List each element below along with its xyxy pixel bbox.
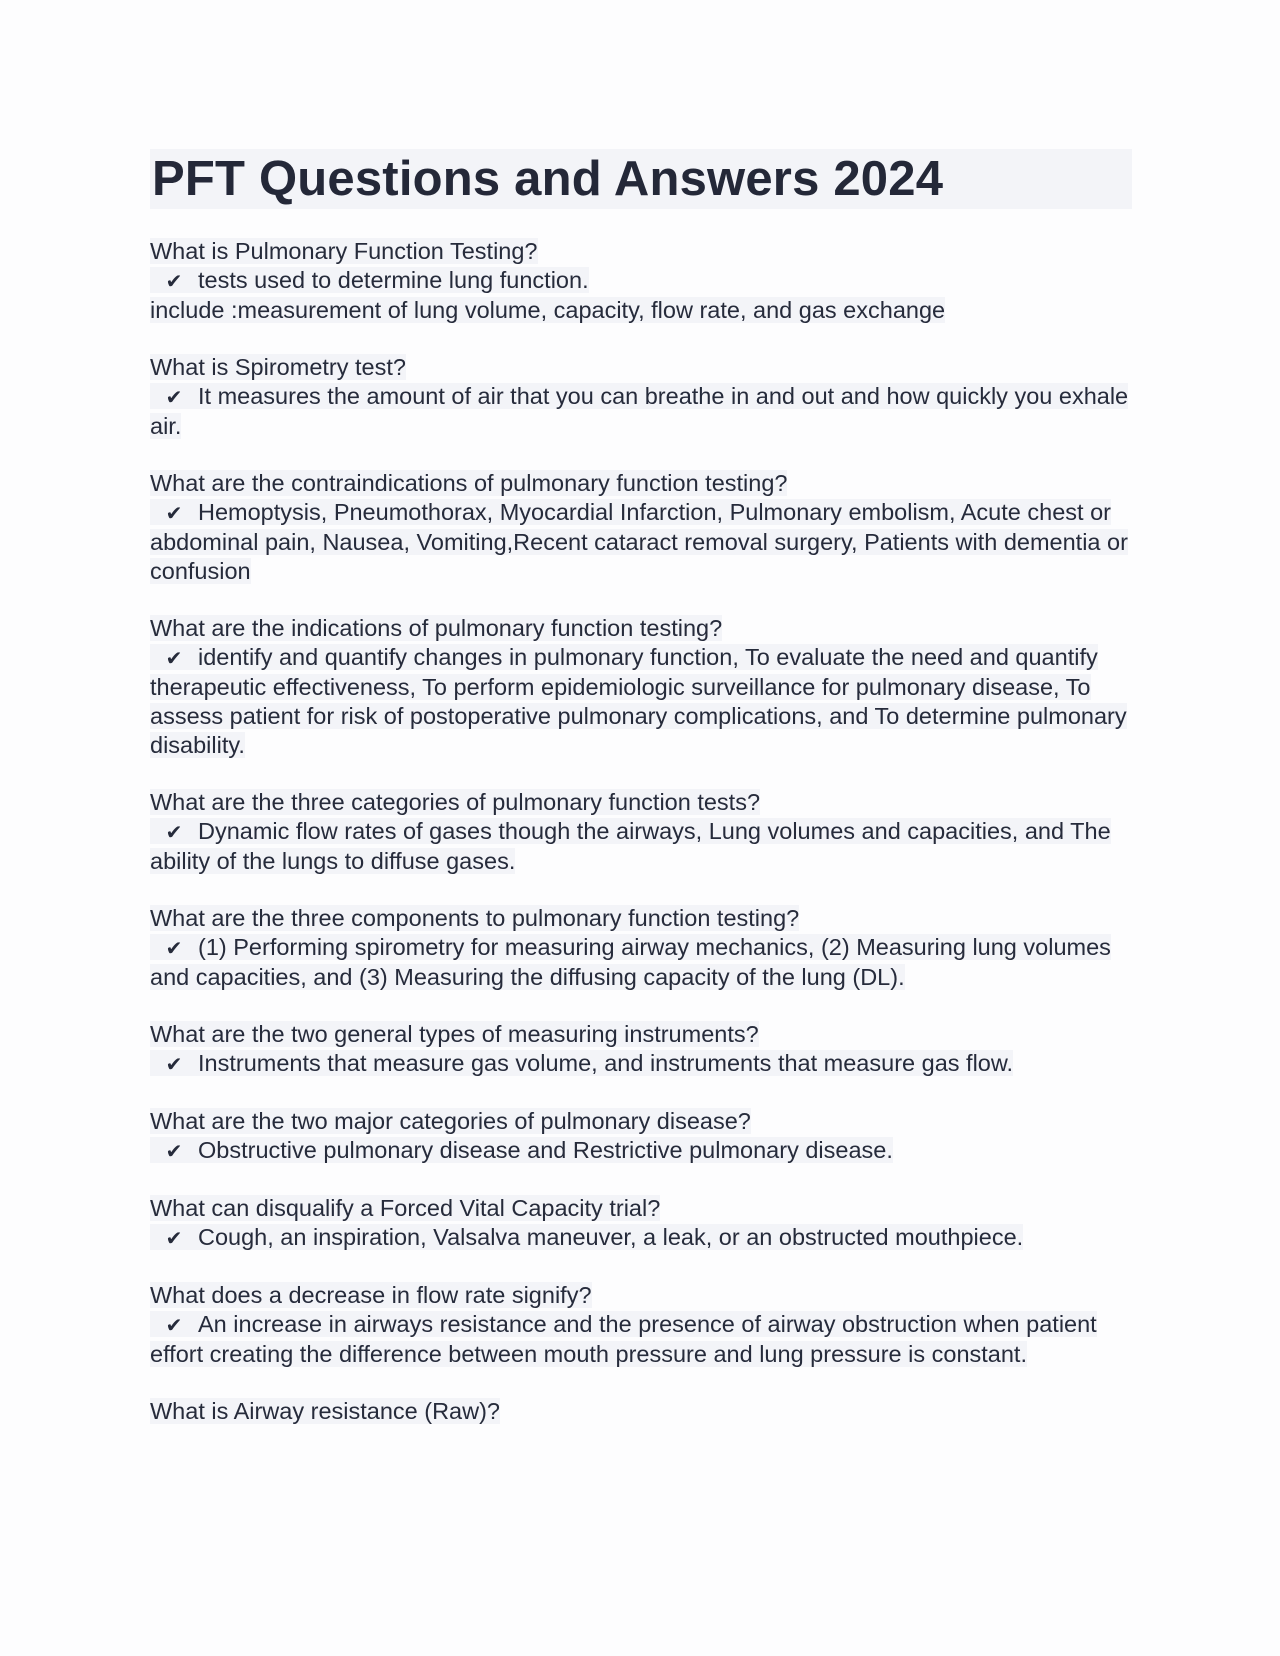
question-line bbox=[150, 1107, 1132, 1136]
answer-text-wrapper bbox=[150, 1050, 1013, 1076]
checkmark-icon: ✔ bbox=[165, 501, 183, 525]
answer-text: Cough, an inspiration, Valsalva maneuver, a leak, or an obstructed mouthpiece. bbox=[198, 1224, 1024, 1250]
checkmark-icon: ✔ bbox=[165, 1052, 183, 1076]
answer-text: It measures the amount of air that you can breathe in and out and how quickly you exhale air. bbox=[150, 383, 1129, 439]
answer-text: Obstructive pulmonary disease and Restrictive pulmonary disease. bbox=[198, 1137, 893, 1163]
answer-text: Instruments that measure gas volume, and instruments that measure gas flow. bbox=[198, 1050, 1014, 1076]
answer-text: identify and quantify changes in pulmonary function, To evaluate the need and quantify therapeutic effectiveness, To perform epidemiologic surveillance for pulmonary disease, To assess patient for risk of postoperative pulmonary complications, and To determine pulmonary disability. bbox=[150, 644, 1127, 758]
question-text: What are the three components to pulmonary function testing? bbox=[150, 905, 800, 931]
question-line bbox=[150, 469, 1132, 498]
answer-text-wrapper bbox=[150, 499, 1128, 584]
qa-item bbox=[150, 1281, 1132, 1369]
question-text: What are the indications of pulmonary function testing? bbox=[150, 615, 723, 641]
question-line bbox=[150, 1194, 1132, 1223]
answer-line bbox=[150, 1223, 1132, 1253]
question-line bbox=[150, 237, 1132, 266]
answer-text: Hemoptysis, Pneumothorax, Myocardial Infarction, Pulmonary embolism, Acute chest or abdominal pain, Nausea, Vomiting,Recent cataract removal surgery, Patients with dementia or confusion bbox=[150, 499, 1128, 584]
answer-text-wrapper bbox=[150, 383, 1128, 439]
answer-line bbox=[150, 1049, 1132, 1079]
answer-text: Dynamic flow rates of gases though the airways, Lung volumes and capacities, and The ability of the lungs to diffuse gases. bbox=[150, 818, 1111, 874]
question-line bbox=[150, 1397, 1132, 1426]
question-text: What is Airway resistance (Raw)? bbox=[150, 1398, 500, 1424]
question-line bbox=[150, 353, 1132, 382]
document-page bbox=[150, 149, 1132, 1454]
answer-line bbox=[150, 498, 1132, 586]
qa-list bbox=[150, 237, 1132, 1426]
question-line bbox=[150, 614, 1132, 643]
qa-item bbox=[150, 469, 1132, 586]
answer-text-wrapper bbox=[150, 267, 589, 293]
checkmark-icon: ✔ bbox=[165, 646, 183, 670]
question-text: What are the two general types of measuring instruments? bbox=[150, 1021, 759, 1047]
answer-line bbox=[150, 1136, 1132, 1166]
answer-line bbox=[150, 933, 1132, 992]
question-line bbox=[150, 1281, 1132, 1310]
answer-line bbox=[150, 817, 1132, 876]
answer-line bbox=[150, 266, 1132, 296]
answer-line bbox=[150, 1310, 1132, 1369]
qa-item bbox=[150, 353, 1132, 441]
question-text: What can disqualify a Forced Vital Capacity trial? bbox=[150, 1195, 661, 1221]
question-text: What are the two major categories of pulmonary disease? bbox=[150, 1108, 751, 1134]
answer-text: tests used to determine lung function. bbox=[198, 267, 589, 293]
checkmark-icon: ✔ bbox=[165, 1139, 183, 1163]
answer-text-wrapper bbox=[150, 1311, 1097, 1367]
question-line bbox=[150, 904, 1132, 933]
answer-line bbox=[150, 643, 1132, 760]
answer-extra-text: include :measurement of lung volume, capacity, flow rate, and gas exchange bbox=[150, 297, 946, 323]
checkmark-icon: ✔ bbox=[165, 269, 183, 293]
checkmark-icon: ✔ bbox=[165, 1313, 183, 1337]
qa-item bbox=[150, 614, 1132, 760]
qa-item bbox=[150, 237, 1132, 325]
answer-text: (1) Performing spirometry for measuring airway mechanics, (2) Measuring lung volumes and capacities, and (3) Measuring the diffusing capacity of the lung (DL). bbox=[150, 934, 1111, 990]
question-line bbox=[150, 788, 1132, 817]
question-text: What is Pulmonary Function Testing? bbox=[150, 238, 538, 264]
checkmark-icon: ✔ bbox=[165, 1226, 183, 1250]
answer-text: An increase in airways resistance and the presence of airway obstruction when patient effort creating the difference between mouth pressure and lung pressure is constant. bbox=[150, 1311, 1097, 1367]
question-text: What does a decrease in flow rate signify? bbox=[150, 1282, 592, 1308]
answer-extra-line bbox=[150, 296, 1132, 325]
question-text: What are the contraindications of pulmonary function testing? bbox=[150, 470, 788, 496]
qa-item bbox=[150, 1194, 1132, 1253]
answer-text-wrapper bbox=[150, 934, 1111, 990]
question-text: What are the three categories of pulmonary function tests? bbox=[150, 789, 761, 815]
qa-item bbox=[150, 1107, 1132, 1166]
answer-text-wrapper bbox=[150, 818, 1111, 874]
checkmark-icon: ✔ bbox=[165, 820, 183, 844]
question-line bbox=[150, 1020, 1132, 1049]
checkmark-icon: ✔ bbox=[165, 385, 183, 409]
answer-text-wrapper bbox=[150, 644, 1127, 758]
qa-item bbox=[150, 788, 1132, 876]
page-title: PFT Questions and Answers 2024 bbox=[150, 149, 1132, 209]
qa-item bbox=[150, 1020, 1132, 1079]
checkmark-icon: ✔ bbox=[165, 936, 183, 960]
question-text: What is Spirometry test? bbox=[150, 354, 406, 380]
answer-text-wrapper bbox=[150, 1137, 893, 1163]
qa-item bbox=[150, 1397, 1132, 1426]
answer-line bbox=[150, 382, 1132, 441]
answer-text-wrapper bbox=[150, 1224, 1023, 1250]
qa-item bbox=[150, 904, 1132, 992]
